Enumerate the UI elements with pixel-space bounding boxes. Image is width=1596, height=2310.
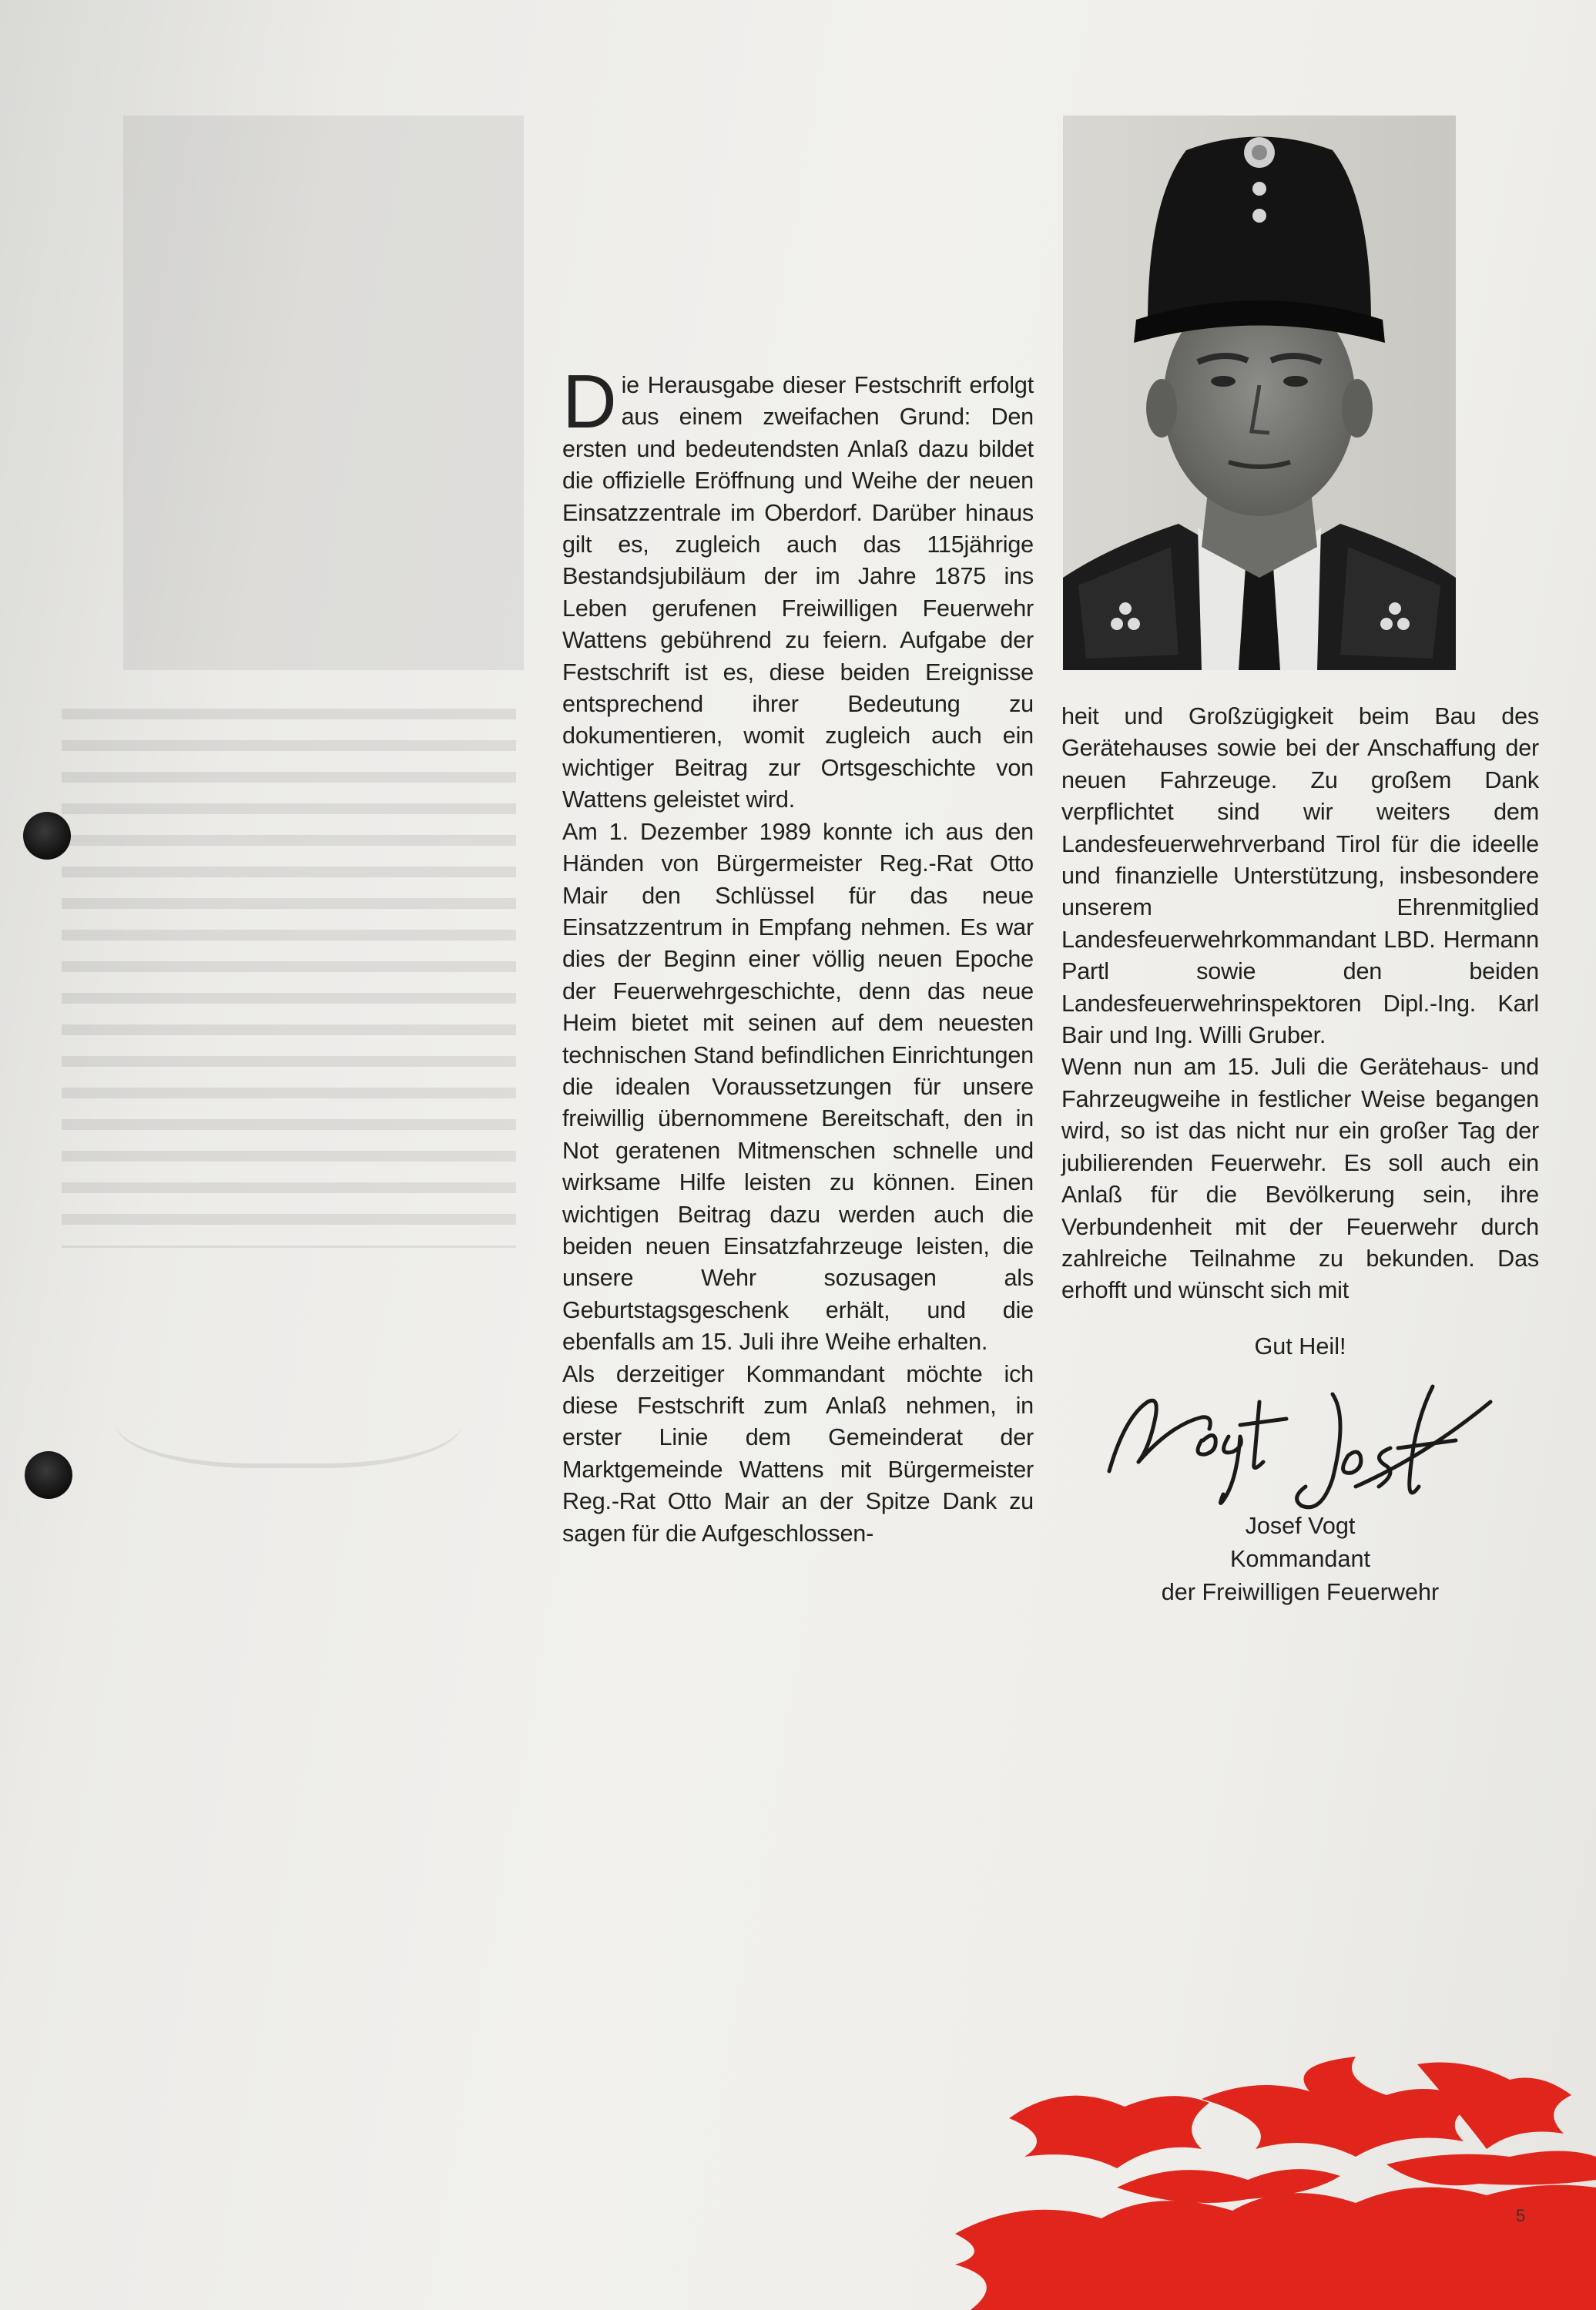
show-through-signature (116, 1356, 462, 1468)
paragraph: heit und Großzügigkeit beim Bau des Gerätehauses sowie bei der Anschaffung der neuen Fahrzeuge. Zu großem Dank verpflichtet sind wir weiters dem Landesfeuerwehrverband Tirol für die ideelle und finanzielle Unterstützung, insbesondere unserem Ehrenmitglied Landesfeuerwehrkommandant LBD. Hermann Partl sowie den beiden Landesfeuerwehrinspektoren Dipl.-Ing. Karl Bair und Ing. Willi Gruber. (1061, 703, 1539, 1049)
portrait-illustration (1063, 116, 1456, 670)
punch-hole (25, 1451, 72, 1499)
portrait-photo (1063, 116, 1456, 670)
paragraph: Als derzeitiger Kommandant möchte ich diese Festschrift zum Anlaß nehmen, in erster Linie dem Gemeinderat der Marktgemeinde Wattens mit Bürgermeister Reg.-Rat Otto Mair an der Spitze Dank zu sagen für die Aufgeschlossen- (562, 1360, 1034, 1547)
greeting: Gut Heil! (1254, 1333, 1346, 1360)
punch-hole (23, 812, 71, 860)
text-column-left (562, 359, 1034, 1550)
paragraph: Wenn nun am 15. Juli die Gerätehaus- und Fahrzeugweihe in festlicher Weise begangen wird, so ist das nicht nur ein großer Tag der jubilierenden Feuerwehr. Es soll auch ein Anlaß für die Bevölkerung sein, ihre Verbundenheit mit der Feuerwehr durch zahlreiche Teilnahme zu bekunden. Das erhofft und wünscht sich mit (1061, 1054, 1539, 1304)
page-number: 5 (1516, 2206, 1526, 2225)
paragraph-text: ie Herausgabe dieser Festschrift erfolgt aus einem zweifachen Grund: Den ersten und bedeutendsten Anlaß dazu bildet die offizielle Eröffnung und Weihe der neuen Einsatzzentrale im Oberdorf. Darüber hinaus gilt es, zugleich auch das 115jährige Bestandsjubiläum der im Jahre 1875 ins Leben gerufenen Freiwilligen Feuerwehr Wattens gebührend zu feiern. Aufgabe der Festschrift ist es, diese beiden Ereignisse entsprechend ihrer Bedeutung zu dokumentieren, womit zugleich auch ein wichtiger Beitrag zur Ortsgeschichte von Wattens geleistet wird. (562, 372, 1034, 813)
handwritten-signature (1101, 1371, 1502, 1525)
signer-title: Kommandant (1230, 1546, 1370, 1572)
signer-organization: der Freiwilligen Feuerwehr (1161, 1579, 1440, 1605)
show-through-photo (123, 116, 524, 670)
flame-graphic (924, 2033, 1596, 2310)
signer-name: Josef Vogt (1245, 1513, 1356, 1539)
show-through-text (62, 709, 516, 1248)
text-column-right (1061, 701, 1539, 1307)
paragraph (562, 359, 1034, 816)
drop-cap: D (562, 359, 617, 444)
signer-block (1061, 1510, 1539, 1609)
paragraph: Am 1. Dezember 1989 konnte ich aus den Händen von Bürgermeister Reg.-Rat Otto Mair den Schlüssel für das neue Einsatzzentrum in Empfang nehmen. Es war dies der Beginn einer völlig neuen Epoche der Feuerwehrgeschichte, denn das neue Heim bietet mit seinen auf dem neuesten technischen Stand befindlichen Einrichtungen die idealen Voraussetzungen für unsere freiwillig übernommene Bereitschaft, den in Not geratenen Mitmenschen schnelle und wirksame Hilfe leisten zu können. Einen wichtigen Beitrag dazu werden auch die beiden neuen Einsatzfahrzeuge leisten, die unsere Wehr sozusagen als Geburtstagsgeschenk erhält, und die ebenfalls am 15. Juli ihre Weihe erhalten. (562, 818, 1034, 1356)
